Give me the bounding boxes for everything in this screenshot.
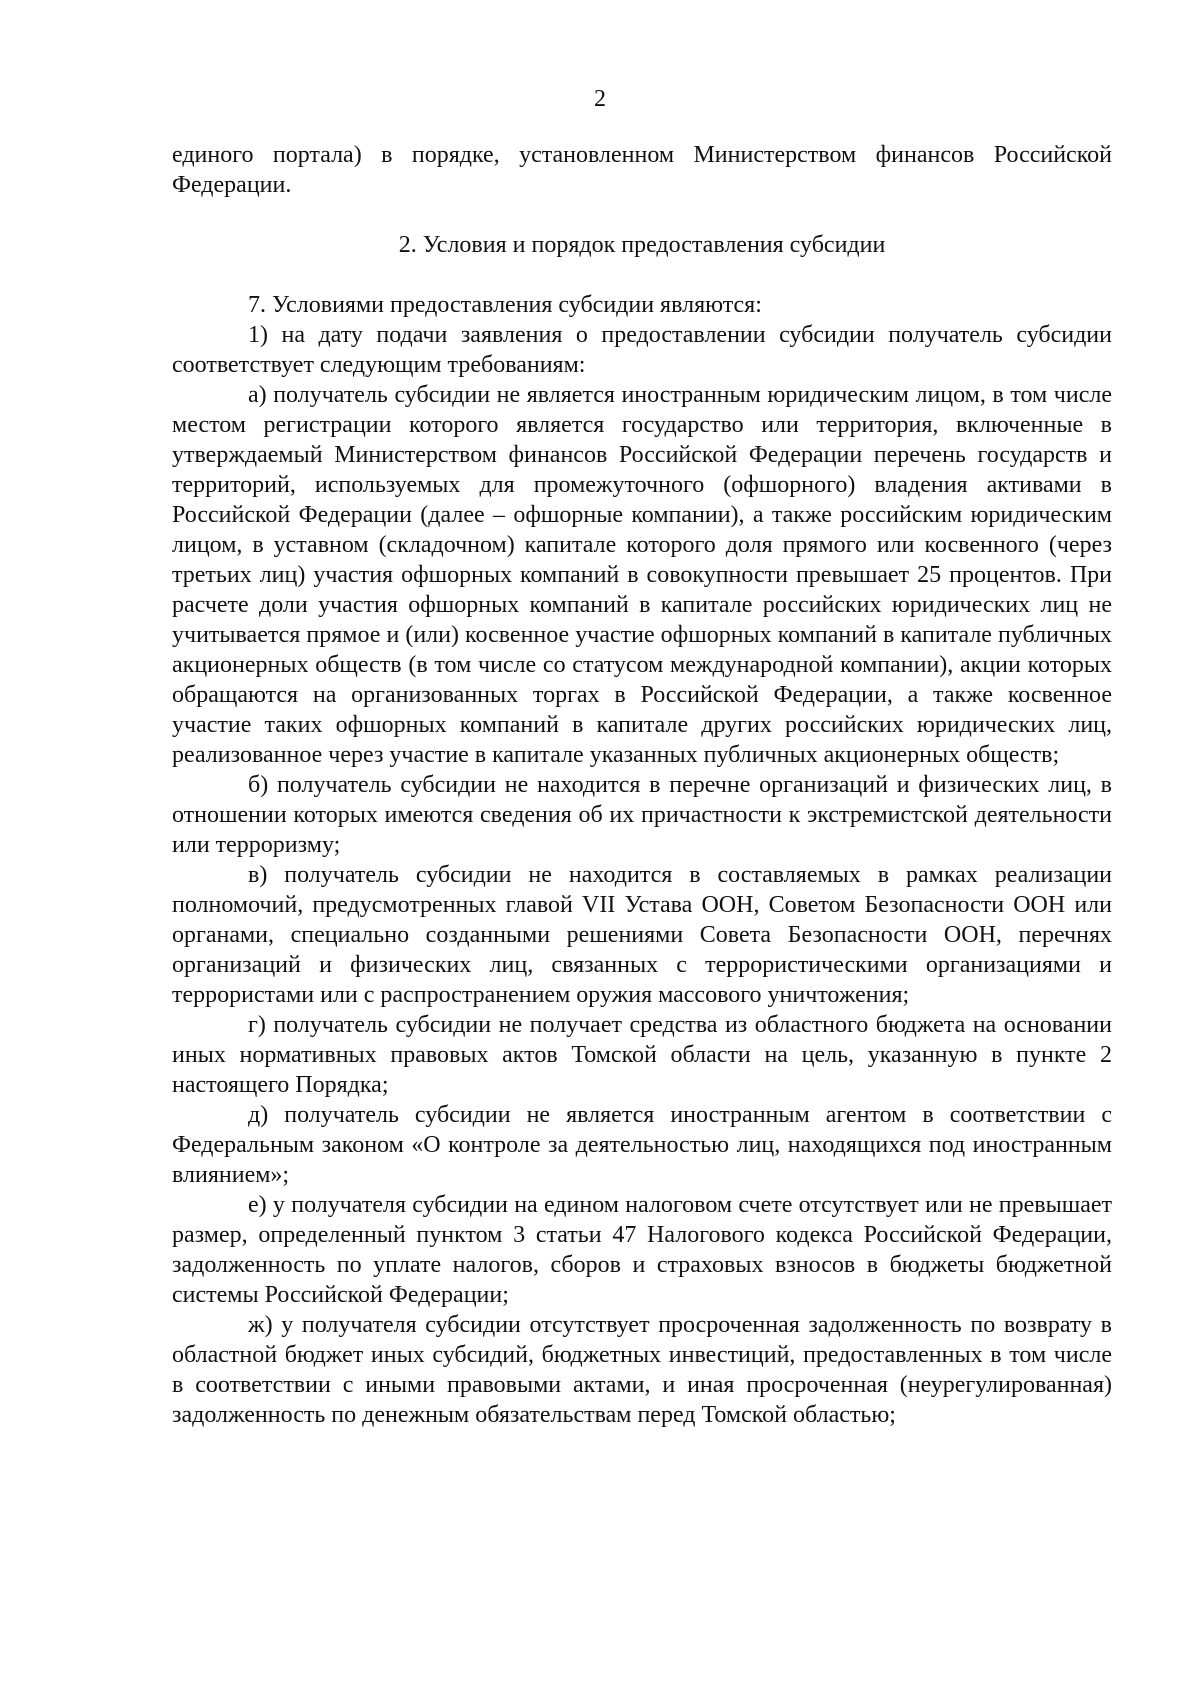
paragraph-item-1: 1) на дату подачи заявления о предоставлении субсидии получатель субсидии соответствует следующим требованиям: [172,322,1112,378]
paragraph-subitem-v: в) получатель субсидии не находится в составляемых в рамках реализации полномочий, предусмотренных главой VII Устава ООН, Советом Безопасности ООН или органами, специально созданными решениями Совета Безопасности ООН, перечнях организаций и физических лиц, связанных с террористическими организациями и террористами или с распространением оружия массового уничтожения; [172,862,1112,1008]
page-number: 2 [594,86,606,112]
paragraph-subitem-zh: ж) у получателя субсидии отсутствует просроченная задолженность по возврату в областной бюджет иных субсидий, бюджетных инвестиций, предоставленных в том числе в соответствии с иными правовыми актами, и иная просроченная (неурегулированная) задолженность по денежным обязательствам перед Томской областью; [172,1312,1112,1428]
paragraph-subitem-a: а) получатель субсидии не является иностранным юридическим лицом, в том числе местом регистрации которого является государство или территория, включенные в утверждаемый Министерством финансов Российской Федерации перечень государств и территорий, используемых для промежуточного (офшорного) владения активами в Российской Федерации (далее – офшорные компании), а также российским юридическим лицом, в уставном (складочном) капитале которого доля прямого или косвенного (через третьих лиц) участия офшорных компаний в совокупности превышает 25 процентов. При расчете доли участия офшорных компаний в капитале российских юридических лиц не учитывается прямое и (или) косвенное участие офшорных компаний в капитале публичных акционерных обществ (в том числе со статусом международной компании), акции которых обращаются на организованных торгах в Российской Федерации, а также косвенное участие таких офшорных компаний в капитале других российских юридических лиц, реализованное через участие в капитале указанных публичных акционерных обществ; [172,382,1112,768]
document-body [172,140,1112,1430]
paragraph-subitem-e: е) у получателя субсидии на едином налоговом счете отсутствует или не превышает размер, определенный пунктом 3 статьи 47 Налогового кодекса Российской Федерации, задолженность по уплате налогов, сборов и страховых взносов в бюджеты бюджетной системы Российской Федерации; [172,1192,1112,1308]
paragraph-7: 7. Условиями предоставления субсидии являются: [248,292,762,318]
paragraph-subitem-g: г) получатель субсидии не получает средства из областного бюджета на основании иных нормативных правовых актов Томской области на цель, указанную в пункте 2 настоящего Порядка; [172,1012,1112,1098]
paragraph-subitem-d: д) получатель субсидии не является иностранным агентом в соответствии с Федеральным законом «О контроле за деятельностью лиц, находящихся под иностранным влиянием»; [172,1102,1112,1188]
paragraph-continuation: единого портала) в порядке, установленном Министерством финансов Российской Федерации. [172,142,1112,198]
paragraph-subitem-b: б) получатель субсидии не находится в перечне организаций и физических лиц, в отношении которых имеются сведения об их причастности к экстремистской деятельности или терроризму; [172,772,1112,858]
section-title: 2. Условия и порядок предоставления субсидии [398,232,886,258]
